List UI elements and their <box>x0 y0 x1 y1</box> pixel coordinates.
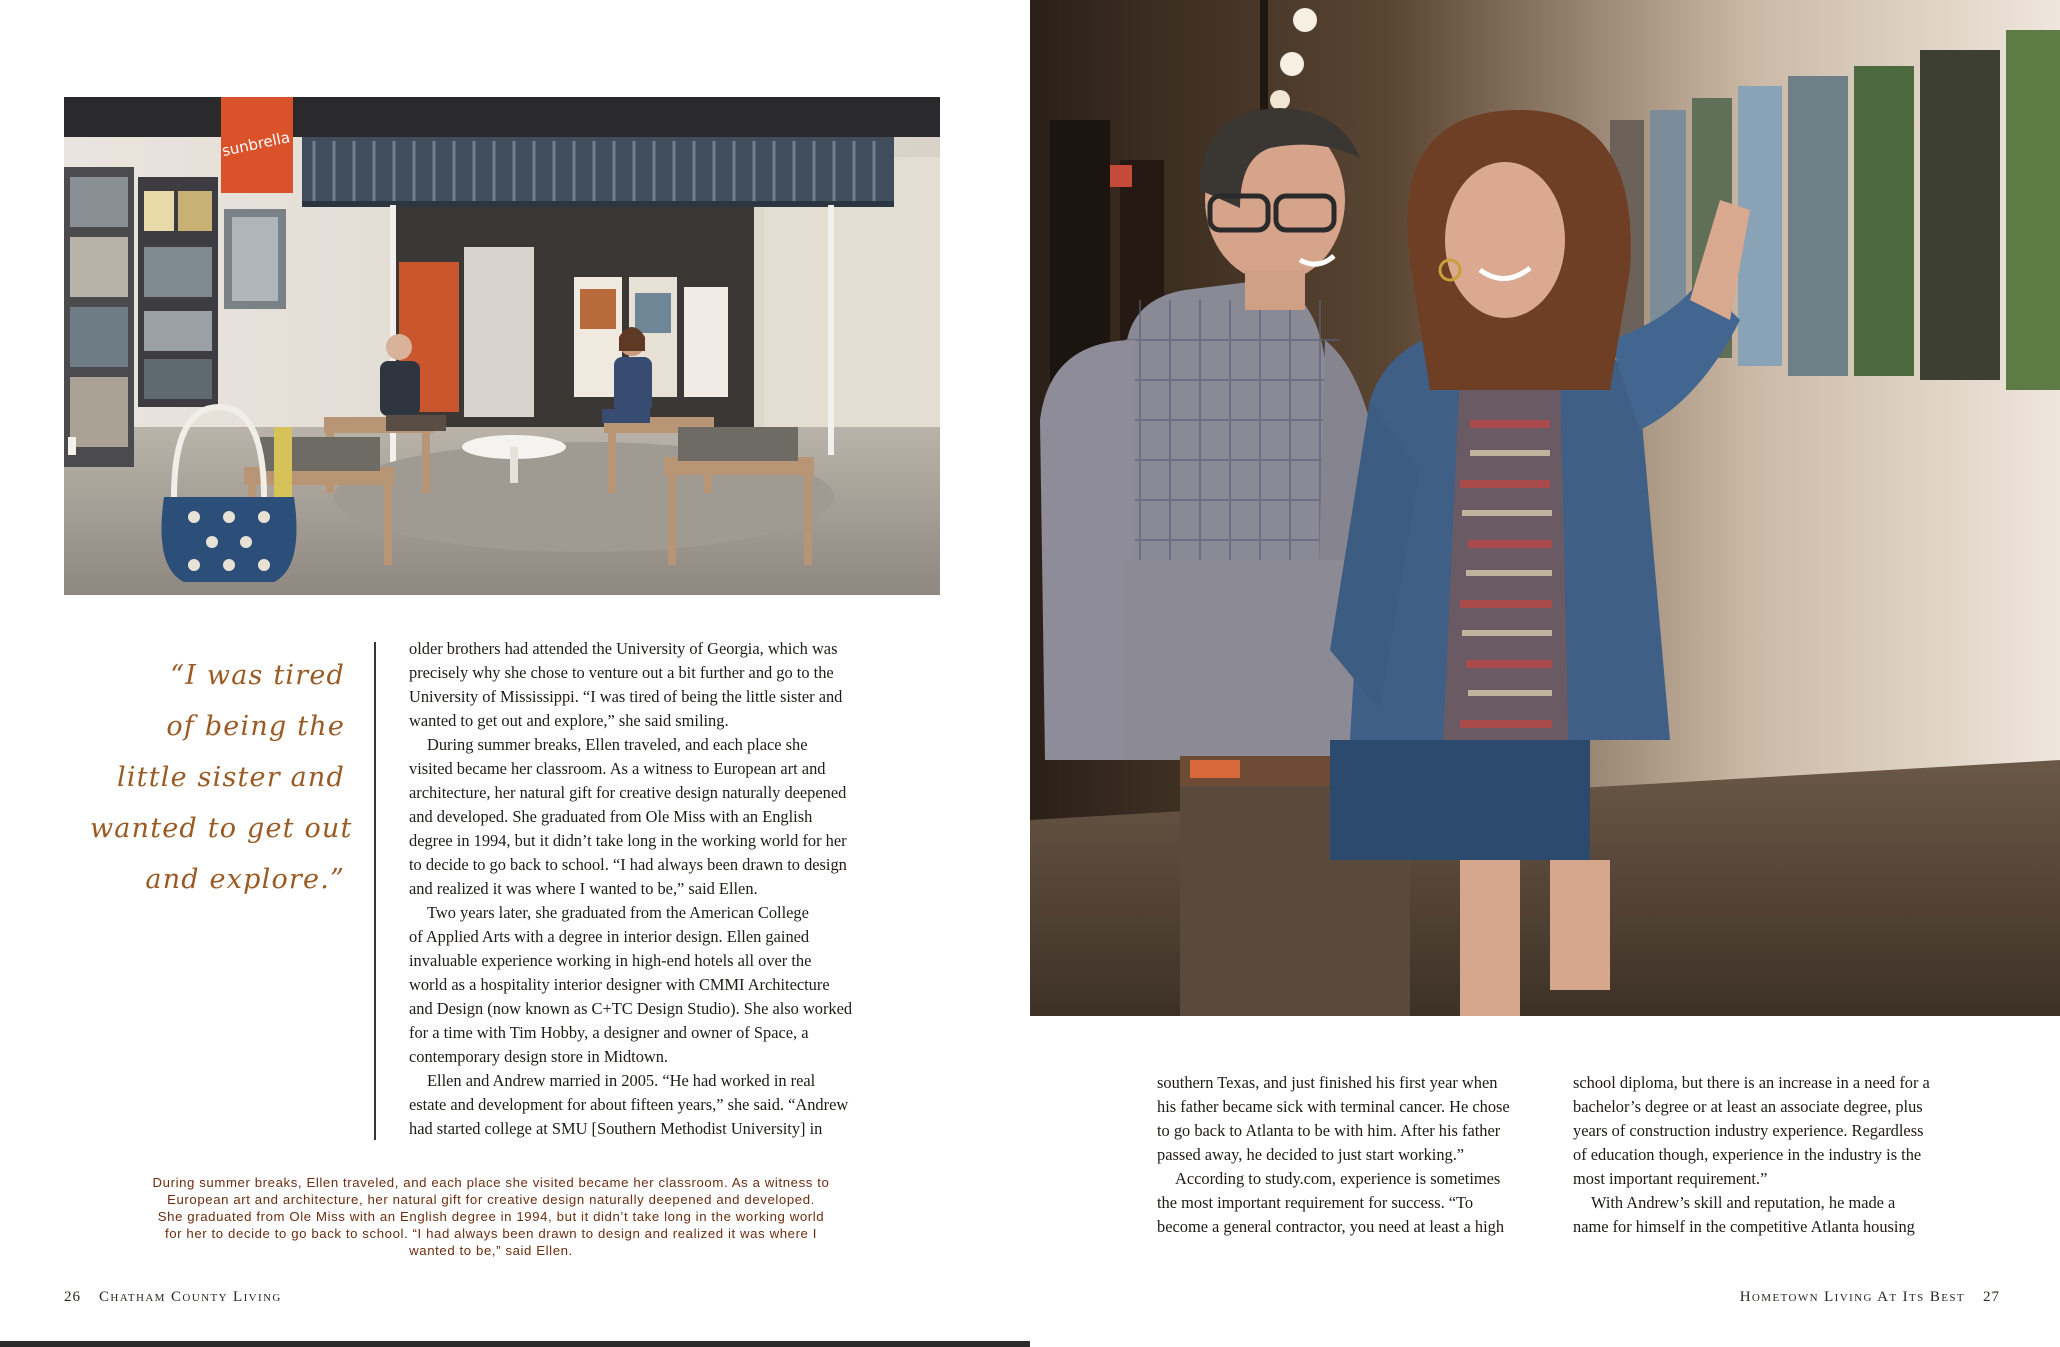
body-column-right-1 <box>1157 1071 1547 1239</box>
body-line: to decide to go back to school. “I had always been drawn to design <box>409 855 847 874</box>
caption-line: During summer breaks, Ellen traveled, and each place she visited became her classroom. As a witness to <box>152 1175 830 1190</box>
showroom-photo-illustration <box>64 97 940 595</box>
body-line: become a general contractor, you need at least a high <box>1157 1217 1505 1236</box>
body-line: of education though, experience in the industry is the <box>1573 1145 1922 1164</box>
folio-right <box>1740 1289 2000 1306</box>
right-page <box>1030 0 2060 1347</box>
publication-tagline: Hometown Living At Its Best <box>1739 1289 1965 1305</box>
page-number: 27 <box>1983 1289 2000 1305</box>
couple-photo-illustration <box>1030 0 2060 1016</box>
body-column-left <box>409 637 879 1141</box>
sunbrella-sign-text: sunbrella <box>220 128 292 161</box>
body-line: had started college at SMU [Southern Methodist University] in <box>409 1119 823 1138</box>
body-line: most important requirement.” <box>1573 1169 1768 1188</box>
photo-caption <box>134 1174 848 1259</box>
body-line: contemporary design store in Midtown. <box>409 1047 669 1066</box>
body-line: and realized it was where I wanted to be,” said Ellen. <box>409 879 758 898</box>
body-line: degree in 1994, but it didn’t take long in the working world for her <box>409 831 847 850</box>
body-line: and Design (now known as C+TC Design Studio). She also worked <box>409 999 853 1018</box>
body-line: Ellen and Andrew married in 2005. “He had worked in real <box>427 1071 816 1090</box>
showroom-photo <box>64 97 940 595</box>
page-bottom-bar <box>0 1341 1034 1347</box>
body-line: bachelor’s degree or at least an associate degree, plus <box>1573 1097 1923 1116</box>
body-line: estate and development for about fifteen years,” she said. “Andrew <box>409 1095 849 1114</box>
body-line: wanted to get out and explore,” she said smiling. <box>409 711 729 730</box>
body-column-right-2 <box>1573 1071 1993 1239</box>
body-line: for a time with Tim Hobby, a designer and owner of Space, a <box>409 1023 809 1042</box>
body-line: his father became sick with terminal cancer. He chose <box>1157 1097 1510 1116</box>
body-line: visited became her classroom. As a witness to European art and <box>409 759 826 778</box>
publication-name: Chatham County Living <box>99 1289 282 1305</box>
body-line: According to study.com, experience is sometimes <box>1175 1169 1501 1188</box>
body-line: school diploma, but there is an increase in a need for a <box>1573 1073 1930 1092</box>
body-line: With Andrew’s skill and reputation, he made a <box>1591 1193 1896 1212</box>
body-line: invaluable experience working in high-end hotels all over the <box>409 951 812 970</box>
folio-left <box>64 1289 282 1306</box>
body-line: name for himself in the competitive Atlanta housing <box>1573 1217 1915 1236</box>
body-line: During summer breaks, Ellen traveled, and each place she <box>427 735 808 754</box>
body-line: years of construction industry experience. Regardless <box>1573 1121 1924 1140</box>
body-line: Two years later, she graduated from the American College <box>427 903 809 922</box>
caption-line: European art and architecture, her natural gift for creative design naturally deepened and developed. <box>167 1192 815 1207</box>
pull-quote-divider <box>374 642 376 1140</box>
pull-quote-line: of being the <box>166 711 345 742</box>
body-line: University of Mississippi. “I was tired of being the little sister and <box>409 687 843 706</box>
pull-quote-line: and explore.” <box>145 864 345 895</box>
pull-quote-line: little sister and <box>116 762 345 793</box>
pull-quote-line: “I was tired <box>170 660 345 691</box>
body-line: the most important requirement for success. “To <box>1157 1193 1474 1212</box>
body-line: world as a hospitality interior designer with CMMI Architecture <box>409 975 830 994</box>
pull-quote-line: wanted to get out <box>90 813 353 844</box>
body-line: passed away, he decided to just start working.” <box>1157 1145 1465 1164</box>
caption-line: She graduated from Ole Miss with an English degree in 1994, but it didn’t take long in the working world <box>157 1209 825 1224</box>
body-line: of Applied Arts with a degree in interior design. Ellen gained <box>409 927 810 946</box>
pull-quote <box>90 650 353 905</box>
body-line: architecture, her natural gift for creative design naturally deepened <box>409 783 847 802</box>
body-line: southern Texas, and just finished his first year when <box>1157 1073 1498 1092</box>
body-line: and developed. She graduated from Ole Miss with an English <box>409 807 813 826</box>
caption-line: for her to decide to go back to school. “I had always been drawn to design and realized it was where I <box>164 1226 818 1241</box>
body-line: to go back to Atlanta to be with him. After his father <box>1157 1121 1501 1140</box>
couple-photo <box>1030 0 2060 1016</box>
page-number: 26 <box>64 1289 81 1305</box>
caption-line: wanted to be,” said Ellen. <box>409 1243 573 1258</box>
body-line: older brothers had attended the University of Georgia, which was <box>409 639 838 658</box>
body-line: precisely why she chose to venture out a bit further and go to the <box>409 663 834 682</box>
